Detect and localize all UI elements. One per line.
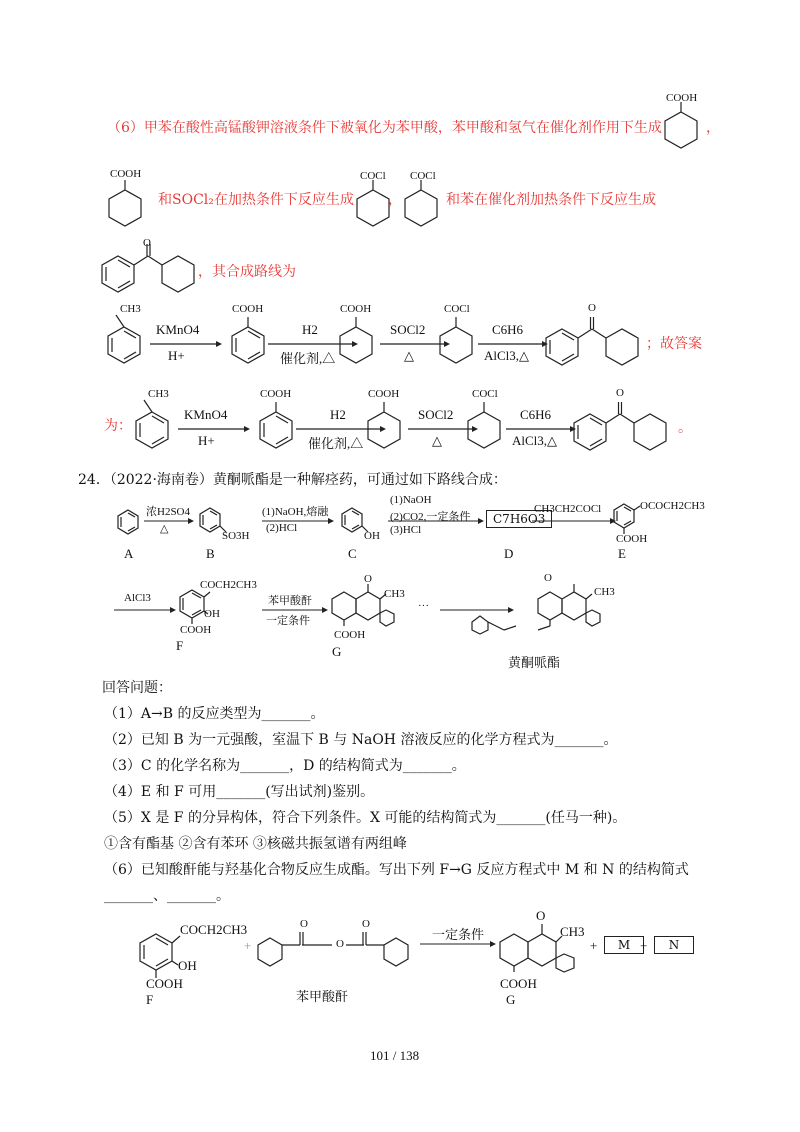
cooh-label-1: COOH [666,92,698,104]
q24-step3-line3: (3)HCl [390,524,422,536]
d-formula-box: C7H6O3 [486,510,552,528]
route-step1-bottom: H+ [168,348,185,363]
eq-plus-2: + [590,938,598,953]
q24-step1-top: 浓H2SO4 [146,506,191,518]
eq-plus-3: + [640,938,648,953]
part6-comma2: ， [388,192,402,208]
route2-step2-top: H2 [330,407,346,422]
n-box: N [654,936,694,954]
cyclohexane-cooh-route2-label: COOH [368,388,400,400]
ch3-label: CH3 [120,303,141,315]
route-step4-bottom: AlCl3,△ [484,348,530,363]
q24-step3-line2: (2)CO2,一定条件 [390,511,471,523]
f-cooh-label: COOH [180,624,212,636]
toluene-structure [102,305,152,375]
label-d: D [504,546,514,561]
q24-step1-bottom: △ [160,523,169,535]
question-3: （3）C 的化学名称为_______，D 的结构简式为_______。 [104,758,466,774]
benzoic-cooh-label: COOH [232,303,264,315]
ketone-route-o-label: O [588,302,596,314]
answer-prefix: 为： [104,418,132,434]
g-cooh-label: COOH [334,629,366,641]
question-5: （5）X 是 F 的分异构体，符合下列条件。X 可能的结构简式为_______(任马一种)。 [104,810,627,826]
cyclohexane-cooh-route-label: COOH [340,303,372,315]
e-cooh-label: COOH [616,533,648,545]
anhydride-o1-label: O [300,918,308,930]
page-number [370,1048,419,1064]
ketone-route2-o-label: O [616,387,624,399]
anhydride-o3-label: O [362,918,370,930]
part6-line1: （6）甲苯在酸性高锰酸钾溶液条件下被氧化为苯甲酸，苯甲酸和氢气在催化剂作用下生成 [107,120,662,136]
q24-header: 24．（2022·海南卷）黄酮哌酯是一种解痉药，可通过如下路线合成： [78,472,507,488]
route2-step3-bottom: △ [432,433,442,448]
arrow-1 [150,340,220,350]
flavoxate-o-label: O [544,572,552,584]
question-2: （2）已知 B 为一元强酸，室温下 B 与 NaOH 溶液反应的化学方程式为_______。 [104,732,618,748]
cooh-label-2: COOH [110,168,142,180]
route2-step1-bottom: H+ [198,433,215,448]
route-step2-top: H2 [302,322,318,337]
question-6: （6）已知酸酐能与羟基化合物反应生成酯。写出下列 F→G 反应方程式中 M 和 N 的结构简式 [104,862,689,878]
route-step1-top: KMnO4 [156,322,200,337]
q24-arrow-5 [114,606,176,616]
eq-g-cooh-label: COOH [500,976,537,991]
eq-g-o-label: O [536,908,546,923]
cyclohexane-cocl-route [434,305,484,375]
m-box: M [604,936,644,954]
e-ester-label: OCOCH2CH3 [640,500,705,512]
part6-line2a: 和SOCl₂在加热条件下反应生成 [158,192,354,208]
f-oh-label: OH [204,608,220,620]
q24-step6-top: 苯甲酸酐 [268,595,312,607]
ch3-label-2: CH3 [148,388,169,400]
g-ch3-label: CH3 [384,588,405,600]
label-b: B [206,546,215,561]
label-f: F [176,638,184,653]
dots: ··· [418,600,429,612]
question-5-conditions: ①含有酯基 ②含有苯环 ③核磁共振氢谱有两组峰 [104,836,407,852]
route2-step2-bottom: 催化剂,△ [308,436,364,451]
q24-arrow-4 [532,517,616,527]
questions-intro: 回答问题： [102,680,172,696]
q24-step6-bottom: 一定条件 [266,615,310,627]
page-separator: / [392,1048,397,1063]
ketone-product-route-2 [572,390,682,460]
b-so3h-label: SO3H [222,530,250,542]
part6-line2b: 和苯在催化剂加热条件下反应生成 [446,192,656,208]
route2-step4-bottom: AlCl3,△ [512,433,558,448]
eq-f-oh-label: OH [178,958,197,973]
ketone-product-route [544,305,654,375]
cocl-label-1: COCl [360,170,386,182]
cyclohexane-cooh-route-2 [362,390,412,460]
route-step3-top: SOCl2 [390,322,426,337]
question-6-blanks: _______、_______。 [104,888,230,904]
answer-period: 。 [678,420,692,436]
label-e: E [618,546,626,561]
eq-f-label: F [146,992,154,1007]
anhydride-o2-label: O [336,938,344,950]
eq-f-cooh-label: COOH [146,976,183,991]
answer-tail: ；故答案 [646,336,702,352]
eq-plus-1: + [244,938,252,953]
benzoic-cooh-label-2: COOH [260,388,292,400]
flavoxate-ch3-label: CH3 [594,586,615,598]
route-step3-bottom: △ [404,348,414,363]
cyclohexane-cooh-structure-2 [100,172,150,232]
cocl-label-2: COCl [410,170,436,182]
q24-step2-bottom: (2)HCl [266,522,298,534]
eq-g-ch3-label: CH3 [560,924,585,939]
c-oh-label: OH [364,530,380,542]
g-o-label: O [364,573,372,585]
q24-step4-top: CH3CH2COCl [534,503,602,515]
eq-f-cochch-label: COCH2CH3 [180,922,248,937]
route2-step4-top: C6H6 [520,407,552,422]
label-a: A [124,546,134,561]
label-c: C [348,546,357,561]
question-1: （1）A→B 的反应类型为_______。 [104,706,325,722]
cyclohexane-cocl-route2-label: COCl [472,388,498,400]
question-4: （4）E 和 F 可用_______(写出试剂)鉴别。 [104,784,375,800]
flavoxate-structure [468,570,608,650]
q24-step5-top: AlCl3 [124,592,151,604]
eq-g-label: G [506,992,516,1007]
cyclohexane-cocl-route-2 [462,390,512,460]
benzene-a-structure [116,508,146,538]
q24-step2-top: (1)NaOH,熔融 [262,506,329,518]
route2-step1-top: KMnO4 [184,407,228,422]
route-step2-bottom: 催化剂,△ [280,351,336,366]
flavoxate-name: 黄酮哌酯 [508,655,561,670]
cyclohexane-cocl-route-label: COCl [444,303,470,315]
cyclohexane-cooh-route [334,305,384,375]
part6-comma1: ， [706,120,720,136]
eq-arrow-label: 一定条件 [432,927,485,942]
ketone-o-label: O [143,237,151,249]
route2-step3-top: SOCl2 [418,407,454,422]
page-total: 138 [399,1048,420,1063]
route-step4-top: C6H6 [492,322,524,337]
q24-step3-line1: (1)NaOH [390,494,432,506]
f-cochch-label: COCH2CH3 [200,579,257,591]
part6-line3: ，其合成路线为 [198,264,296,280]
label-g: G [332,644,342,659]
page-current: 101 [370,1048,390,1063]
anhydride-name: 苯甲酸酐 [296,989,349,1004]
toluene-structure-2 [130,390,180,460]
